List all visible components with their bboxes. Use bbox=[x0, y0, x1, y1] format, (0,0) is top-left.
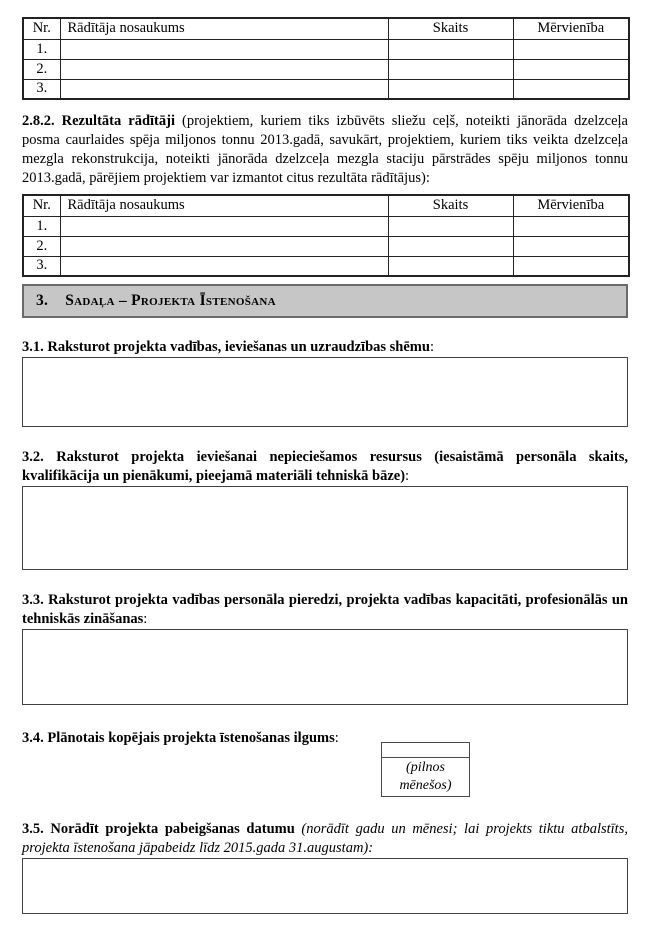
section-number: 3. bbox=[36, 292, 49, 309]
table-row bbox=[23, 236, 629, 256]
table-row bbox=[23, 79, 629, 99]
question-3-1-answer-box[interactable] bbox=[22, 357, 628, 427]
question-3-5-answer-box[interactable] bbox=[22, 858, 628, 914]
question-3-1-text: 3.1. Raksturot projekta vadības, ieviešanas un uzraudzības shēmu bbox=[22, 339, 430, 355]
question-3-3-text: 3.3. Raksturot projekta vadības personāla pieredzi, projekta vadības kapacitāti, profesionālās un tehniskās zināšanas bbox=[22, 592, 628, 627]
indicator-name-cell[interactable] bbox=[60, 236, 388, 256]
output-indicators-table bbox=[22, 17, 630, 100]
question-3-5-label bbox=[22, 820, 628, 858]
question-3-4-text: 3.4. Plānotais kopējais projekta īstenošanas ilgums bbox=[22, 730, 335, 746]
indicator-name-cell[interactable] bbox=[60, 216, 388, 236]
question-3-1-colon: : bbox=[429, 339, 434, 355]
col-header-unit: Mērvienība bbox=[513, 18, 629, 39]
indicator-count-cell[interactable] bbox=[388, 256, 513, 276]
indicator-name-cell[interactable] bbox=[60, 39, 388, 59]
question-3-3-label bbox=[22, 591, 628, 629]
table-header-row bbox=[23, 195, 629, 216]
indicator-name-cell[interactable] bbox=[60, 256, 388, 276]
row-number: 2. bbox=[23, 59, 60, 79]
question-3-2-answer-box[interactable] bbox=[22, 486, 628, 570]
question-3-5-text: 3.5. Norādīt projekta pabeigšanas datumu bbox=[22, 821, 295, 837]
question-3-4-row bbox=[22, 729, 628, 797]
indicator-unit-cell[interactable] bbox=[513, 39, 629, 59]
section-2-8-2-body: (projektiem, kuriem tiks izbūvēts sliežu ceļš, noteikti jānorāda dzelzceļa posma caurlaides spēja miljonos tonnu 2013.gadā, savukārt, projektiem, kuriem tiks veikta dzelzceļa mezgla rekonstrukcija, noteikti jānorāda dzelzceļa mezgla staciju pārstrādes spēju miljonos tonnu 2013.gadā, pārējiem projektiem var izmantot citus rezultāta rādītājus): bbox=[22, 113, 628, 186]
question-3-4-label bbox=[22, 729, 380, 748]
indicator-count-cell[interactable] bbox=[388, 39, 513, 59]
duration-unit-note: (pilnos mēnešos) bbox=[399, 760, 452, 793]
question-3-4-colon: : bbox=[334, 730, 339, 746]
indicator-unit-cell[interactable] bbox=[513, 236, 629, 256]
row-number: 3. bbox=[23, 256, 60, 276]
duration-value-cell[interactable] bbox=[382, 743, 469, 758]
col-header-name: Rādītāja nosaukums bbox=[60, 18, 388, 39]
question-3-5-note: (norādīt gadu un mēnesi; lai projekts tiktu atbalstīts, projekta īstenošana jāpabeidz līdz 2015.gada 31.augustam): bbox=[22, 821, 628, 856]
question-3-3-colon: : bbox=[143, 611, 148, 627]
indicator-unit-cell[interactable] bbox=[513, 59, 629, 79]
row-number: 3. bbox=[23, 79, 60, 99]
section-2-8-2-paragraph bbox=[22, 112, 628, 188]
indicator-unit-cell[interactable] bbox=[513, 216, 629, 236]
result-indicators-table bbox=[22, 194, 630, 277]
duration-mini-table bbox=[381, 742, 470, 797]
col-header-nr: Nr. bbox=[23, 18, 60, 39]
indicator-count-cell[interactable] bbox=[388, 216, 513, 236]
section-3-header-bar bbox=[22, 284, 628, 318]
table-header-row bbox=[23, 18, 629, 39]
indicator-name-cell[interactable] bbox=[60, 79, 388, 99]
col-header-name: Rādītāja nosaukums bbox=[60, 195, 388, 216]
section-title: Sadaļa – Projekta Īstenošana bbox=[65, 292, 276, 309]
table-row bbox=[23, 59, 629, 79]
question-3-2-label bbox=[22, 448, 628, 486]
col-header-unit: Mērvienība bbox=[513, 195, 629, 216]
col-header-count: Skaits bbox=[388, 195, 513, 216]
indicator-count-cell[interactable] bbox=[388, 59, 513, 79]
row-number: 2. bbox=[23, 236, 60, 256]
indicator-name-cell[interactable] bbox=[60, 59, 388, 79]
table-row bbox=[23, 39, 629, 59]
question-3-3-answer-box[interactable] bbox=[22, 629, 628, 705]
indicator-unit-cell[interactable] bbox=[513, 256, 629, 276]
indicator-unit-cell[interactable] bbox=[513, 79, 629, 99]
table-row bbox=[23, 216, 629, 236]
row-number: 1. bbox=[23, 39, 60, 59]
indicator-count-cell[interactable] bbox=[388, 236, 513, 256]
question-3-2-colon: : bbox=[405, 468, 410, 484]
section-2-8-2-lead: 2.8.2. Rezultāta rādītāji bbox=[22, 113, 175, 129]
col-header-count: Skaits bbox=[388, 18, 513, 39]
col-header-nr: Nr. bbox=[23, 195, 60, 216]
indicator-count-cell[interactable] bbox=[388, 79, 513, 99]
question-3-1-label bbox=[22, 338, 628, 357]
row-number: 1. bbox=[23, 216, 60, 236]
question-3-2-text: 3.2. Raksturot projekta ieviešanai nepieciešamos resursus (iesaistāmā personāla skaits, kvalifikācija un pienākumi, pieejamā materiāli tehniskā bāze) bbox=[22, 449, 628, 484]
table-row bbox=[23, 256, 629, 276]
